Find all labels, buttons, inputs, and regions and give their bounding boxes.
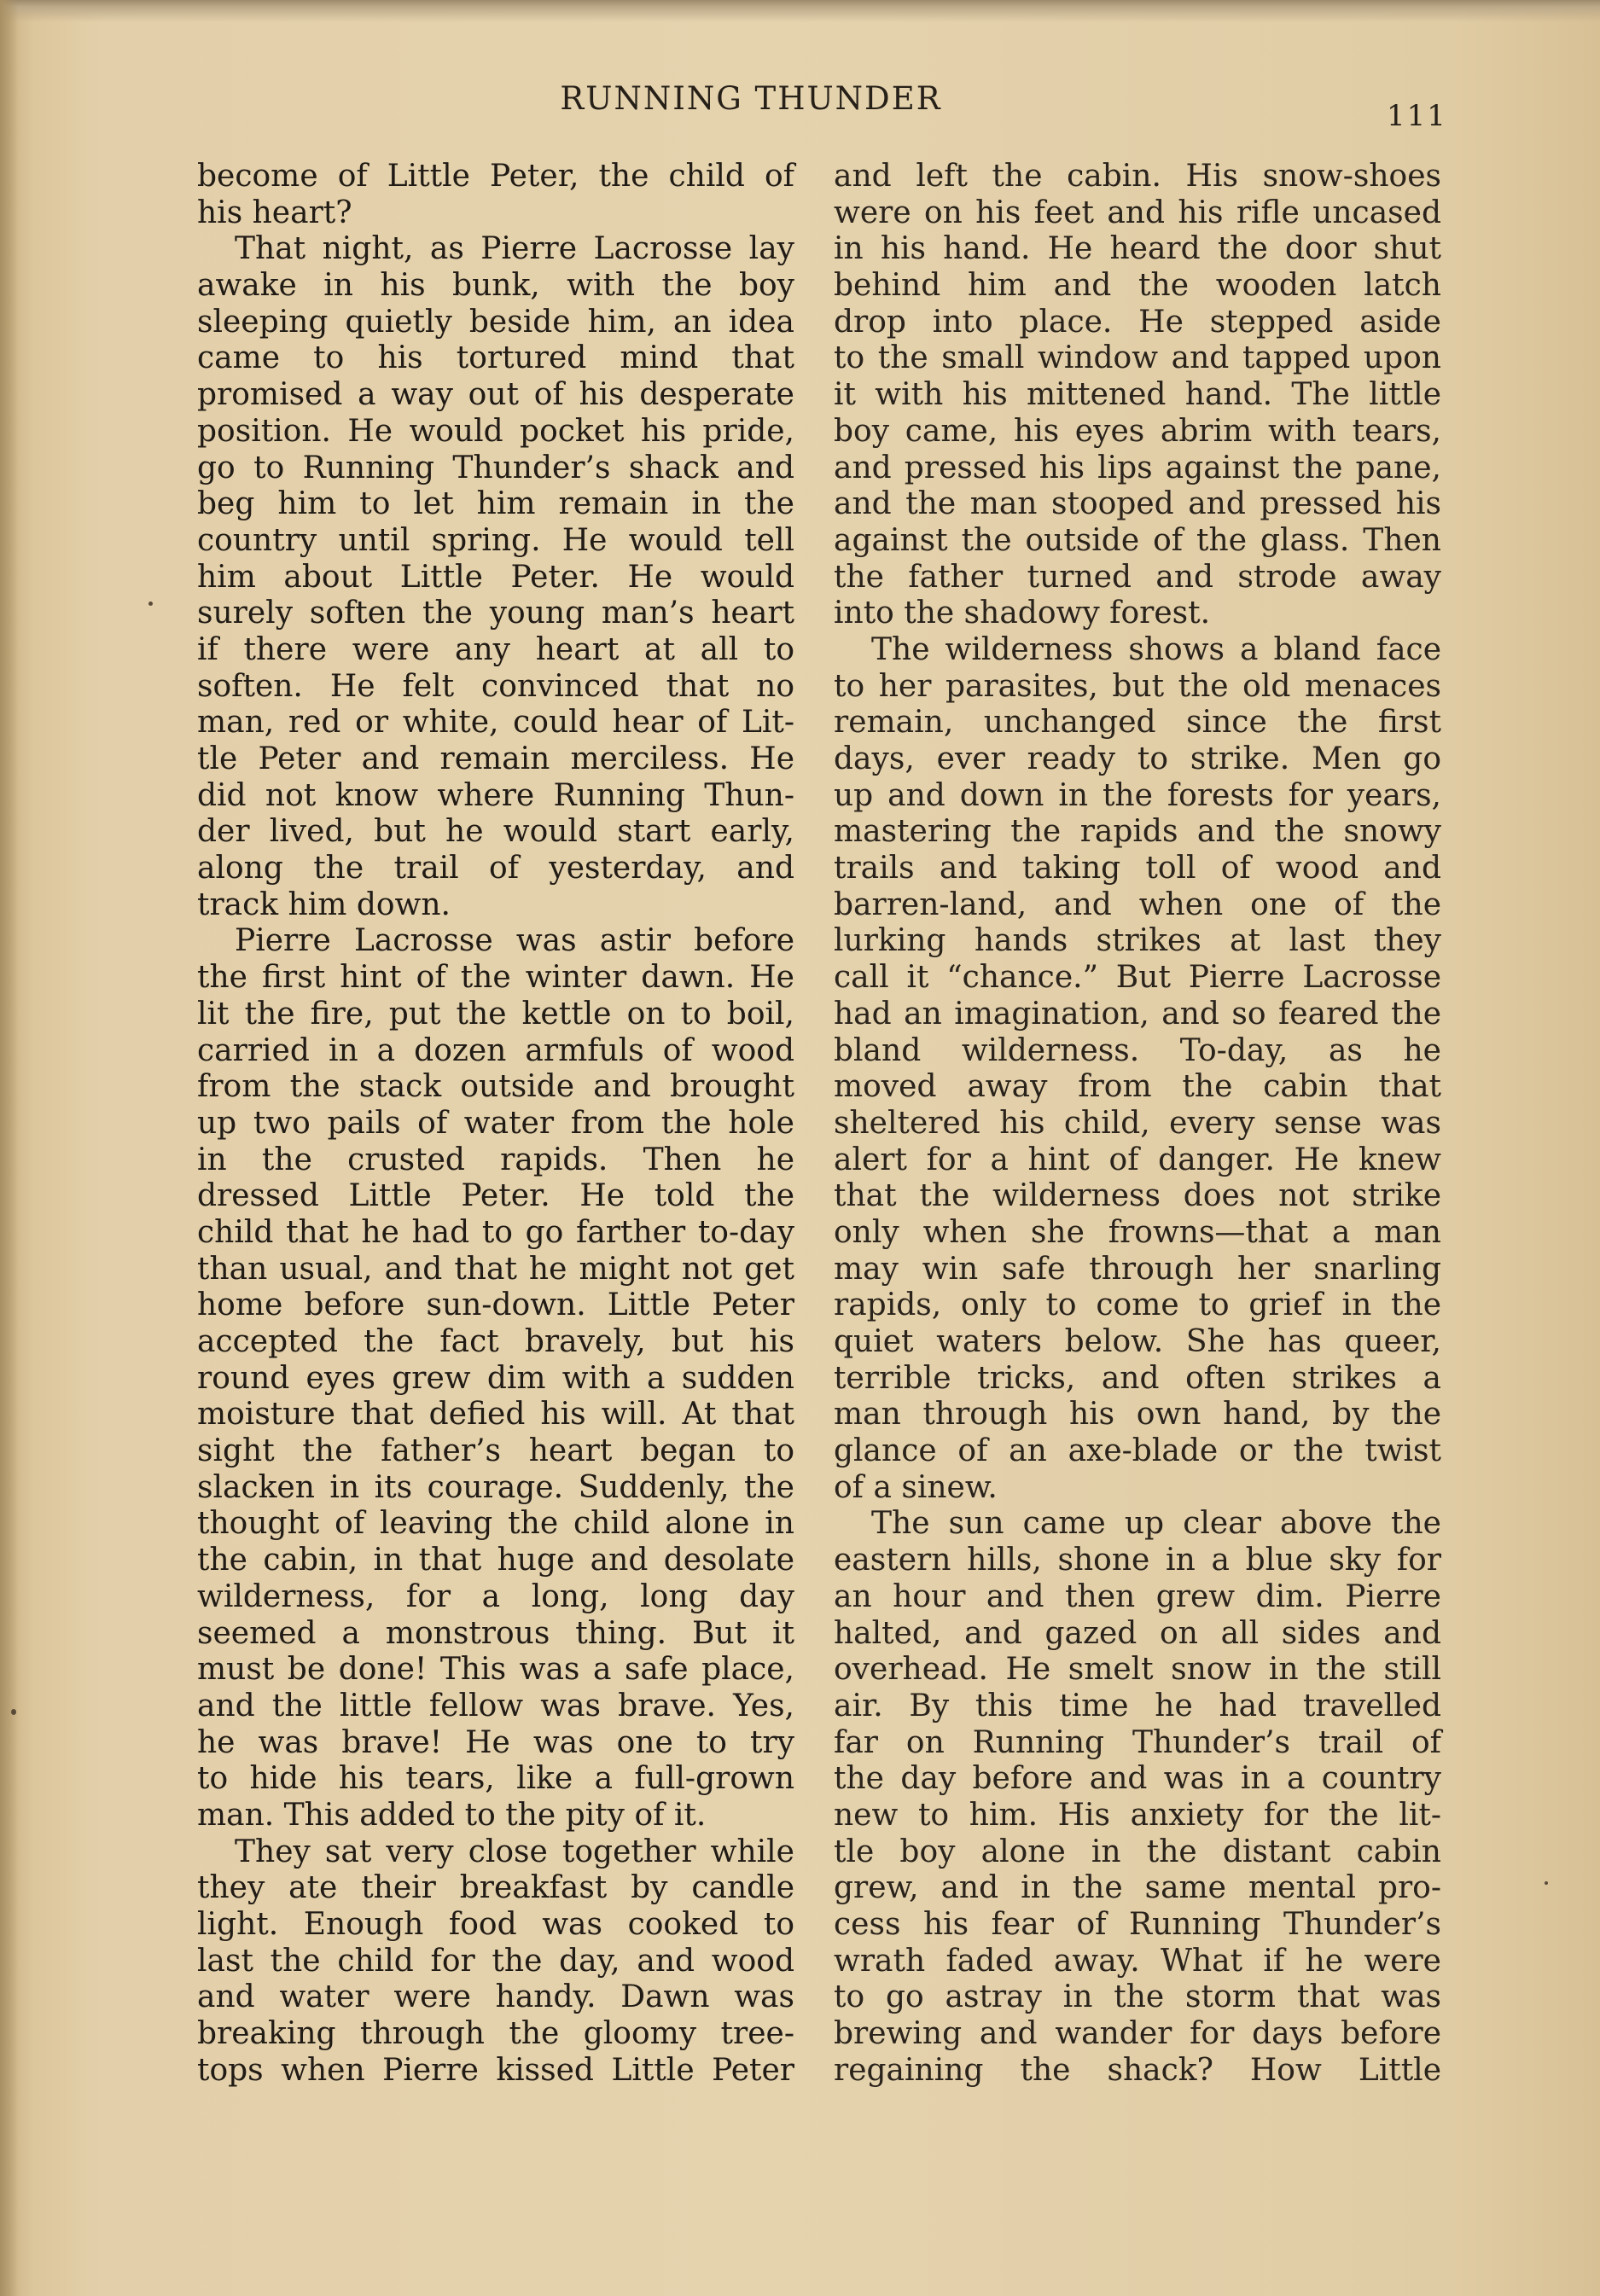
page-top-edge xyxy=(0,0,1600,22)
text-line: tle Peter and remain merciless. He xyxy=(197,741,794,776)
text-line: must be done! This was a safe place, xyxy=(197,1652,794,1688)
text-line: grew, and in the same mental pro- xyxy=(834,1870,1441,1906)
text-line: brewing and wander for days before xyxy=(834,2016,1441,2052)
text-line: surely soften the young man’s heart xyxy=(197,596,794,631)
text-line: up and down in the forests for years, xyxy=(834,777,1441,813)
text-line: him about Little Peter. He would xyxy=(197,559,794,595)
text-line: the father turned and strode away xyxy=(834,559,1441,595)
text-line: alert for a hint of danger. He knew xyxy=(834,1142,1441,1177)
paper-speck xyxy=(11,1709,16,1715)
page-number: 111 xyxy=(1387,99,1447,133)
text-line: regaining the shack? How Little xyxy=(834,2052,1441,2088)
text-line: tle boy alone in the distant cabin xyxy=(834,1834,1441,1869)
text-line: eastern hills, shone in a blue sky for xyxy=(834,1543,1441,1578)
text-line: carried in a dozen armfuls of wood xyxy=(197,1032,794,1068)
text-line: may win safe through her snarling xyxy=(834,1251,1441,1287)
text-line: behind him and the wooden latch xyxy=(834,268,1441,304)
text-line: thought of leaving the child alone in xyxy=(197,1506,794,1542)
text-line: and left the cabin. His snow-shoes xyxy=(834,159,1441,194)
text-line: accepted the fact bravely, but his xyxy=(197,1324,794,1359)
paper-speck xyxy=(148,602,153,606)
right-text-column xyxy=(834,159,1441,2089)
text-line: beg him to let him remain in the xyxy=(197,486,794,522)
text-line: into the shadowy forest. xyxy=(834,596,1211,631)
text-line: home before sun-down. Little Peter xyxy=(197,1288,794,1323)
text-line: his heart? xyxy=(197,195,352,230)
text-line: the first hint of the winter dawn. He xyxy=(197,960,794,996)
text-line: air. By this time he had travelled xyxy=(834,1688,1441,1723)
text-line: Pierre Lacrosse was astir before xyxy=(235,923,794,959)
text-line: They sat very close together while xyxy=(235,1834,794,1869)
text-line: and pressed his lips against the pane, xyxy=(834,450,1441,485)
text-line: far on Running Thunder’s trail of xyxy=(834,1724,1441,1760)
text-line: and the man stooped and pressed his xyxy=(834,486,1441,522)
text-line: he was brave! He was one to try xyxy=(197,1724,794,1760)
text-line: wrath faded away. What if he were xyxy=(834,1943,1441,1979)
text-line: moisture that defied his will. At that xyxy=(197,1397,794,1433)
text-line: That night, as Pierre Lacrosse lay xyxy=(235,231,794,267)
text-line: country until spring. He would tell xyxy=(197,522,794,558)
text-line: it with his mittened hand. The little xyxy=(834,377,1441,413)
text-line: trails and taking toll of wood and xyxy=(834,851,1441,886)
text-line: up two pails of water from the hole xyxy=(197,1105,794,1141)
text-line: mastering the rapids and the snowy xyxy=(834,814,1441,850)
text-line: to her parasites, but the old menaces xyxy=(834,668,1441,704)
text-line: dressed Little Peter. He told the xyxy=(197,1178,794,1214)
text-line: lurking hands strikes at last they xyxy=(834,923,1441,959)
text-line: sleeping quietly beside him, an idea xyxy=(197,304,794,340)
text-line: to go astray in the storm that was xyxy=(834,1979,1441,2015)
text-line: man through his own hand, by the xyxy=(834,1397,1441,1433)
text-line: overhead. He smelt snow in the still xyxy=(834,1652,1441,1688)
text-line: remain, unchanged since the first xyxy=(834,705,1441,741)
text-line: and water were handy. Dawn was xyxy=(197,1979,794,2015)
text-line: sheltered his child, every sense was xyxy=(834,1105,1441,1141)
text-line: halted, and gazed on all sides and xyxy=(834,1615,1441,1651)
text-line: barren-land, and when one of the xyxy=(834,886,1441,922)
text-line: terrible tricks, and often strikes a xyxy=(834,1360,1441,1396)
text-line: The sun came up clear above the xyxy=(871,1506,1441,1542)
text-line: in the crusted rapids. Then he xyxy=(197,1142,794,1177)
text-line: to hide his tears, like a full-grown xyxy=(197,1761,794,1797)
text-line: were on his feet and his rifle uncased xyxy=(834,195,1441,230)
text-line: new to him. His anxiety for the lit- xyxy=(834,1797,1441,1833)
text-line: seemed a monstrous thing. But it xyxy=(197,1615,794,1651)
text-line: to the small window and tapped upon xyxy=(834,340,1441,376)
text-line: The wilderness shows a bland face xyxy=(871,631,1441,667)
text-line: than usual, and that he might not get xyxy=(197,1251,794,1287)
text-line: that the wilderness does not strike xyxy=(834,1178,1441,1214)
text-line: bland wilderness. To-day, as he xyxy=(834,1032,1441,1068)
text-line: tops when Pierre kissed Little Peter xyxy=(197,2052,794,2088)
paper-speck xyxy=(1545,1881,1548,1885)
text-line: last the child for the day, and wood xyxy=(197,1943,794,1979)
text-line: light. Enough food was cooked to xyxy=(197,1907,794,1942)
text-line: drop into place. He stepped aside xyxy=(834,304,1441,340)
running-head: RUNNING THUNDER xyxy=(560,80,942,117)
text-line: round eyes grew dim with a sudden xyxy=(197,1360,794,1396)
text-line: had an imagination, and so feared the xyxy=(834,996,1441,1032)
text-line: only when she frowns—that a man xyxy=(834,1214,1441,1250)
text-line: boy came, his eyes abrim with tears, xyxy=(834,413,1441,449)
text-line: and the little fellow was brave. Yes, xyxy=(197,1688,794,1723)
text-line: along the trail of yesterday, and xyxy=(197,851,794,886)
text-line: quiet waters below. She has queer, xyxy=(834,1324,1441,1359)
text-line: came to his tortured mind that xyxy=(197,340,794,376)
left-text-column xyxy=(197,159,794,2089)
text-line: soften. He felt convinced that no xyxy=(197,668,794,704)
text-line: awake in his bunk, with the boy xyxy=(197,268,794,304)
text-line: from the stack outside and brought xyxy=(197,1069,794,1105)
text-line: der lived, but he would start early, xyxy=(197,814,794,850)
text-line: position. He would pocket his pride, xyxy=(197,413,794,449)
text-line: against the outside of the glass. Then xyxy=(834,522,1441,558)
text-line: glance of an axe-blade or the twist xyxy=(834,1433,1441,1469)
text-line: moved away from the cabin that xyxy=(834,1069,1441,1105)
text-line: if there were any heart at all to xyxy=(197,631,794,667)
text-line: the day before and was in a country xyxy=(834,1761,1441,1797)
text-line: child that he had to go farther to-day xyxy=(197,1214,794,1250)
text-line: sight the father’s heart began to xyxy=(197,1433,794,1469)
text-line: of a sinew. xyxy=(834,1469,998,1505)
text-line: call it “chance.” But Pierre Lacrosse xyxy=(834,960,1441,996)
text-line: in his hand. He heard the door shut xyxy=(834,231,1441,267)
text-line: slacken in its courage. Suddenly, the xyxy=(197,1469,794,1505)
text-line: an hour and then grew dim. Pierre xyxy=(834,1578,1441,1614)
text-line: wilderness, for a long, long day xyxy=(197,1578,794,1614)
text-line: days, ever ready to strike. Men go xyxy=(834,741,1441,776)
text-line: lit the fire, put the kettle on to boil, xyxy=(197,996,794,1032)
text-line: track him down. xyxy=(197,886,451,922)
text-line: the cabin, in that huge and desolate xyxy=(197,1543,794,1578)
text-line: cess his fear of Running Thunder’s xyxy=(834,1907,1441,1942)
text-line: promised a way out of his desperate xyxy=(197,377,794,413)
text-line: man. This added to the pity of it. xyxy=(197,1797,707,1833)
text-line: go to Running Thunder’s shack and xyxy=(197,450,794,485)
page-binding-edge xyxy=(0,0,19,2296)
text-line: breaking through the gloomy tree- xyxy=(197,2016,794,2052)
text-line: become of Little Peter, the child of xyxy=(197,159,794,194)
text-line: did not know where Running Thun- xyxy=(197,777,794,813)
text-line: they ate their breakfast by candle xyxy=(197,1870,794,1906)
text-line: rapids, only to come to grief in the xyxy=(834,1288,1441,1323)
text-line: man, red or white, could hear of Lit- xyxy=(197,705,794,741)
